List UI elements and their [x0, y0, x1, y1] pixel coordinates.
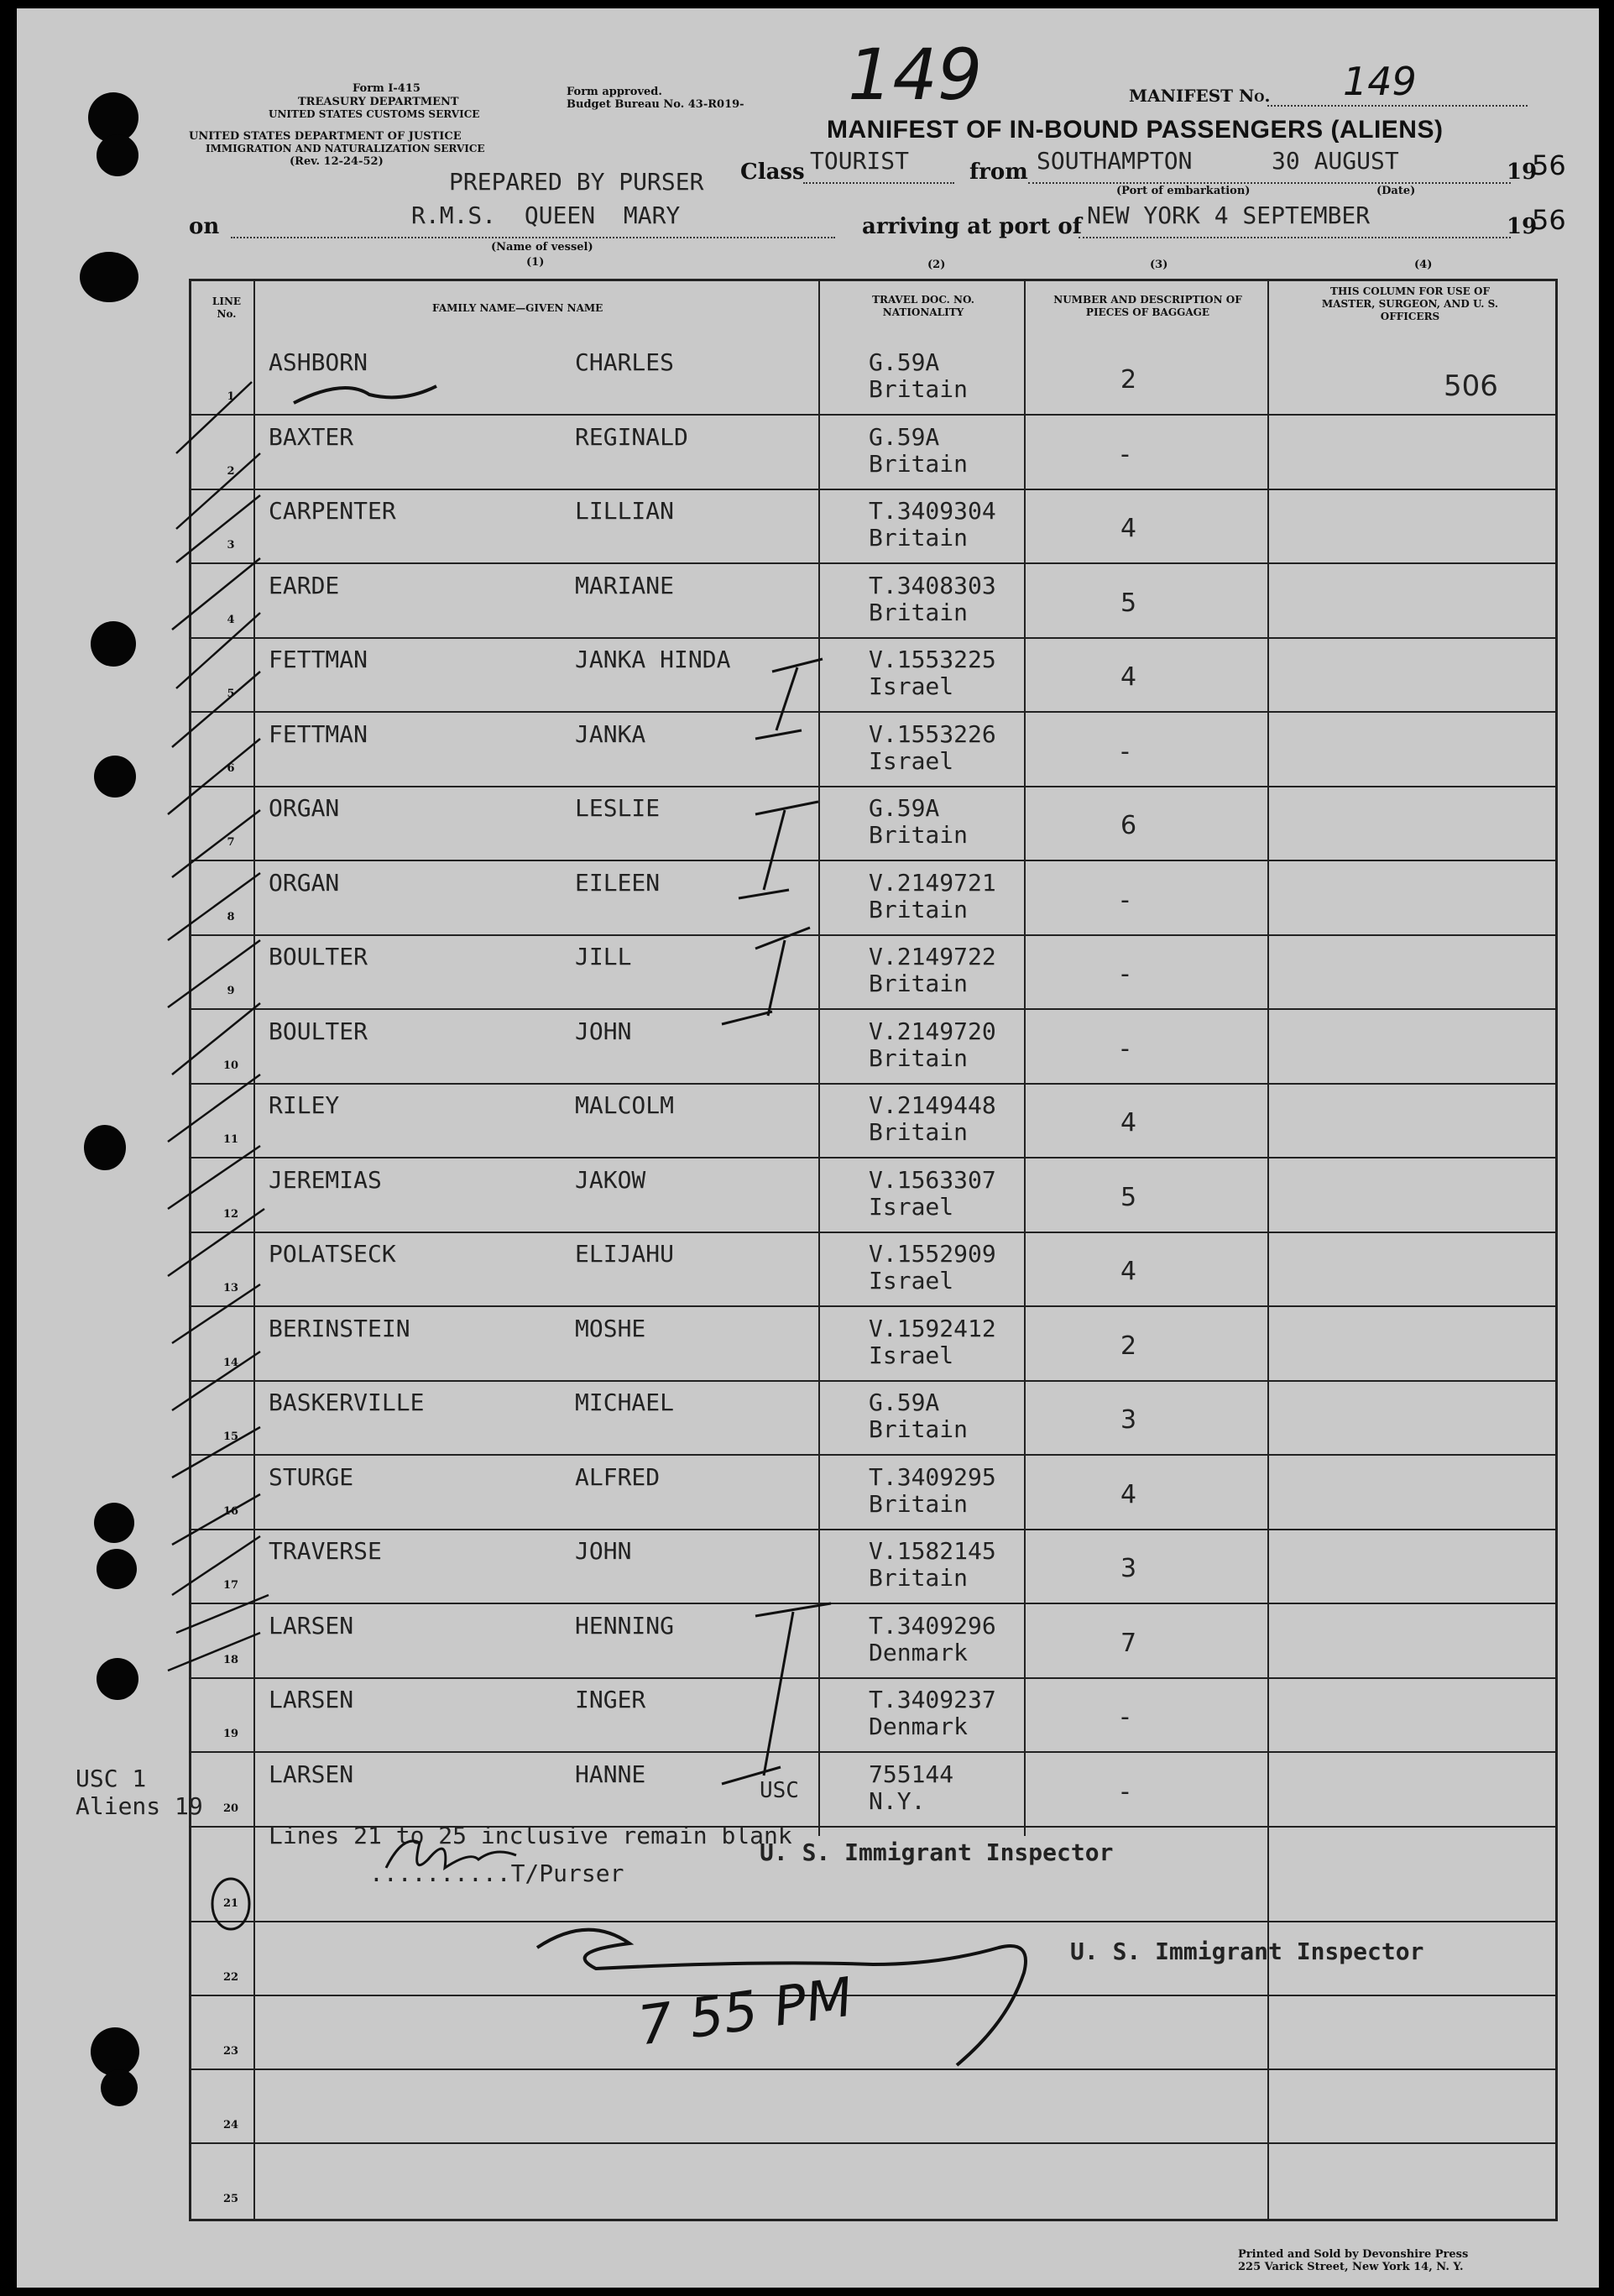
department-line-1: TREASURY DEPARTMENT	[298, 96, 459, 108]
column-number-4: (4)	[1414, 259, 1433, 271]
travel-doc-no: T.3408303	[869, 571, 996, 599]
given-name: MICHAEL	[575, 1389, 675, 1416]
form-approved: Form approved.	[567, 86, 662, 98]
travel-doc-no: 755144	[869, 1760, 954, 1788]
travel-doc-no: V.1552909	[869, 1240, 996, 1268]
baggage-count: 6	[1120, 811, 1137, 840]
line-number: 21	[222, 1897, 239, 1910]
prepared-by: PREPARED BY PURSER	[449, 168, 704, 196]
year-suffix-1: 56	[1532, 149, 1566, 181]
line-number: 5	[227, 688, 235, 700]
handwritten-marks	[17, 8, 1599, 2288]
nationality: Israel	[869, 746, 954, 775]
line-number: 10	[222, 1059, 239, 1072]
travel-doc-no: T.3409304	[869, 497, 996, 525]
given-name: REGINALD	[575, 422, 688, 451]
baggage-count: 4	[1120, 1108, 1137, 1138]
given-name: JILL	[575, 943, 632, 970]
family-name: BASKERVILLE	[269, 1389, 425, 1416]
form-number: Form I-415	[353, 82, 420, 95]
line-number: 14	[222, 1356, 239, 1369]
baggage-count: -	[1120, 1776, 1130, 1807]
family-name: ORGAN	[269, 868, 340, 897]
nationality: Britain	[869, 821, 969, 849]
baggage-count: -	[1120, 1702, 1130, 1732]
family-name: LARSEN	[269, 1611, 354, 1640]
form-revision: (Rev. 12-24-52)	[290, 155, 384, 168]
check-marks	[168, 382, 269, 1671]
travel-doc-no: V.2149722	[869, 943, 996, 970]
check-mark	[172, 1352, 260, 1410]
family-name: ASHBORN	[269, 348, 368, 376]
check-mark	[168, 739, 260, 814]
family-name: BOULTER	[269, 943, 368, 970]
vessel-name: R.M.S. QUEEN MARY	[411, 201, 681, 229]
baggage-count: 3	[1120, 1405, 1137, 1435]
nationality: Israel	[869, 1267, 954, 1294]
from-label: from	[969, 160, 1028, 185]
given-name: LILLIAN	[575, 497, 675, 525]
check-mark	[168, 940, 260, 1007]
port-of-embarkation: SOUTHAMPTON	[1037, 147, 1193, 175]
nationality: Britain	[869, 449, 969, 478]
check-mark	[172, 1427, 260, 1477]
nationality: Britain	[869, 1564, 969, 1592]
baggage-count: 5	[1120, 588, 1137, 618]
family-name: BERINSTEIN	[269, 1314, 410, 1342]
check-mark	[176, 382, 252, 453]
check-mark	[172, 672, 260, 747]
baggage-count: 3	[1120, 1554, 1137, 1583]
travel-doc-no: G.59A	[869, 422, 940, 451]
check-mark	[172, 1536, 260, 1595]
baggage-count: 7	[1120, 1628, 1137, 1658]
manifest-no-value: 149	[1343, 59, 1417, 104]
usc-inline: USC	[760, 1778, 799, 1803]
department-line-4: IMMIGRATION AND NATURALIZATION SERVICE	[206, 143, 485, 154]
family-name: CARPENTER	[269, 497, 396, 525]
family-name: LARSEN	[269, 1760, 354, 1788]
nationality: Israel	[869, 1192, 954, 1221]
given-name: CHARLES	[575, 348, 675, 376]
arriving-label: arriving at port of	[862, 214, 1082, 239]
travel-doc-no: V.2149448	[869, 1091, 996, 1119]
baggage-count: 5	[1120, 1182, 1137, 1212]
travel-doc-no: V.2149721	[869, 868, 996, 897]
inspection-mark	[739, 802, 818, 898]
given-name: ALFRED	[575, 1462, 661, 1491]
officer-remark: 506	[1444, 369, 1498, 403]
inspection-mark	[755, 659, 823, 739]
given-name: MARIANE	[575, 571, 675, 599]
family-name: POLATSECK	[269, 1240, 396, 1268]
manifest-title: MANIFEST OF IN-BOUND PASSENGERS (ALIENS)	[827, 116, 1444, 144]
line-number: 2	[227, 464, 235, 478]
travel-doc-no: V.2149720	[869, 1017, 996, 1045]
column-number-3: (3)	[1150, 259, 1168, 271]
travel-doc-no: G.59A	[869, 348, 940, 376]
line-number: 24	[222, 2119, 239, 2131]
line-number: 7	[227, 836, 235, 849]
handwritten-number: 149	[848, 34, 983, 116]
travel-doc-no: G.59A	[869, 794, 940, 822]
header-travel-doc: TRAVEL DOC. NO. NATIONALITY	[872, 294, 974, 318]
year-prefix-2: 19	[1507, 214, 1538, 239]
check-mark	[176, 1595, 269, 1633]
nationality: Denmark	[869, 1638, 969, 1666]
line-number: 4	[227, 613, 235, 626]
nationality: Britain	[869, 970, 969, 997]
given-name: HENNING	[575, 1611, 675, 1640]
check-mark	[168, 873, 260, 940]
line-21-circle	[212, 1879, 249, 1929]
line-number: 22	[222, 1971, 239, 1984]
line-number: 15	[222, 1430, 239, 1443]
purser-title: T/Purser	[510, 1859, 624, 1887]
on-label: on	[189, 214, 220, 239]
line-number: 25	[222, 2193, 239, 2205]
line-number: 12	[222, 1207, 239, 1221]
purser-signature	[386, 1841, 516, 1868]
nationality: Britain	[869, 1415, 969, 1443]
nationality: Britain	[869, 524, 969, 552]
line-number: 13	[222, 1282, 239, 1294]
inspection-marks	[722, 659, 831, 1784]
family-name: FETTMAN	[269, 646, 368, 673]
inspector-stamp-2: U. S. Immigrant Inspector	[1070, 1938, 1424, 1965]
given-name: JOHN	[575, 1017, 632, 1045]
family-name: TRAVERSE	[269, 1537, 382, 1565]
family-name: FETTMAN	[269, 719, 368, 748]
nationality: Britain	[869, 598, 969, 626]
family-name: JEREMIAS	[269, 1165, 382, 1194]
travel-doc-no: T.3409296	[869, 1611, 996, 1640]
nationality: N.Y.	[869, 1786, 926, 1815]
family-name: STURGE	[269, 1462, 354, 1491]
check-mark	[172, 1284, 260, 1343]
printer-line-2: 225 Varick Street, New York 14, N. Y.	[1238, 2261, 1464, 2273]
line-number: 3	[227, 539, 235, 552]
given-name: HANNE	[575, 1760, 646, 1788]
department-line-2: UNITED STATES CUSTOMS SERVICE	[269, 108, 480, 120]
class-value: TOURIST	[810, 147, 910, 175]
check-mark	[172, 1003, 260, 1075]
given-name: JAKOW	[575, 1165, 646, 1194]
family-name: LARSEN	[269, 1686, 354, 1713]
line-number: 18	[222, 1653, 239, 1666]
check-mark	[172, 810, 260, 877]
line-number: 20	[222, 1802, 239, 1815]
travel-doc-no: V.1553225	[869, 646, 996, 673]
line-number: 9	[227, 985, 235, 997]
given-name: MALCOLM	[575, 1091, 675, 1119]
date-caption: (Date)	[1376, 185, 1416, 197]
check-mark	[168, 1146, 260, 1209]
family-name: RILEY	[269, 1091, 340, 1119]
travel-doc-no: V.1582145	[869, 1537, 996, 1565]
inspector-stamp-1: U. S. Immigrant Inspector	[760, 1838, 1114, 1866]
vessel-column-number: (1)	[526, 256, 545, 269]
manifest-no-label: MANIFEST No.	[1129, 86, 1271, 106]
struck-text	[294, 386, 436, 403]
header-name: FAMILY NAME—GIVEN NAME	[432, 302, 603, 314]
usc-count: USC 1	[76, 1765, 147, 1792]
baggage-count: 2	[1120, 1331, 1137, 1361]
baggage-count: -	[1120, 736, 1130, 766]
check-mark	[176, 453, 260, 529]
inspection-mark	[722, 928, 810, 1024]
nationality: Britain	[869, 1118, 969, 1146]
header-baggage: NUMBER AND DESCRIPTION OF PIECES OF BAGGAGE	[1053, 294, 1242, 318]
baggage-count: -	[1120, 1033, 1130, 1064]
given-name: LESLIE	[575, 794, 661, 822]
given-name: MOSHE	[575, 1314, 646, 1342]
inspection-mark	[722, 1603, 831, 1784]
manifest-page	[17, 8, 1599, 2288]
nationality: Britain	[869, 1043, 969, 1072]
family-name: EARDE	[269, 571, 340, 599]
nationality: Israel	[869, 1341, 954, 1369]
given-name: JANKA HINDA	[575, 646, 731, 673]
header-line-no: LINE No.	[212, 295, 242, 320]
line-number: 23	[222, 2045, 239, 2058]
purser-signature-line: ..........T/Purser	[369, 1859, 624, 1887]
baggage-count: -	[1120, 885, 1130, 915]
check-mark	[168, 1633, 260, 1671]
aliens-count: Aliens 19	[76, 1792, 203, 1820]
given-name: EILEEN	[575, 868, 661, 897]
baggage-count: 4	[1120, 662, 1137, 692]
family-name: ORGAN	[269, 794, 340, 822]
department-line-3: UNITED STATES DEPARTMENT OF JUSTICE	[189, 130, 462, 143]
travel-doc-no: T.3409295	[869, 1462, 996, 1491]
baggage-count: 4	[1120, 1479, 1137, 1509]
baggage-count: 2	[1120, 365, 1137, 395]
check-mark	[176, 613, 260, 688]
given-name: JOHN	[575, 1537, 632, 1565]
line-number: 8	[227, 910, 235, 923]
baggage-count: -	[1120, 439, 1130, 469]
given-name: INGER	[575, 1686, 646, 1713]
printer-line-1: Printed and Sold by Devonshire Press	[1238, 2248, 1469, 2261]
given-name: ELIJAHU	[575, 1240, 675, 1268]
column-number-2: (2)	[927, 259, 946, 271]
check-mark	[176, 495, 260, 562]
nationality: Denmark	[869, 1713, 969, 1740]
year-prefix-1: 19	[1507, 160, 1538, 185]
class-label: Class	[740, 160, 805, 185]
check-mark	[172, 1494, 260, 1545]
budget-bureau: Budget Bureau No. 43-R019-	[567, 98, 744, 111]
blank-lines-note: Lines 21 to 25 inclusive remain blank	[269, 1822, 792, 1849]
given-name: JANKA	[575, 719, 646, 748]
line-number: 17	[222, 1579, 239, 1592]
family-name: BAXTER	[269, 422, 354, 451]
line-number: 16	[222, 1504, 239, 1518]
travel-doc-no: T.3409237	[869, 1686, 996, 1713]
baggage-count: 4	[1120, 1257, 1137, 1286]
line-number: 6	[227, 761, 235, 775]
year-suffix-2: 56	[1532, 204, 1566, 236]
line-number: 19	[222, 1728, 239, 1740]
check-mark	[168, 1075, 260, 1142]
baggage-count: -	[1120, 960, 1130, 989]
line-number: 11	[222, 1133, 239, 1146]
port-caption: (Port of embarkation)	[1116, 185, 1251, 197]
family-name: BOULTER	[269, 1017, 368, 1045]
handwritten-time: 7 55 PM	[635, 1966, 857, 2058]
arrival-port-date: NEW YORK 4 SEPTEMBER	[1087, 201, 1371, 229]
nationality: Britain	[869, 1489, 969, 1518]
travel-doc-no: V.1563307	[869, 1165, 996, 1194]
nationality: Britain	[869, 375, 969, 403]
travel-doc-no: V.1592412	[869, 1314, 996, 1342]
nationality: Israel	[869, 672, 954, 700]
vessel-caption: (Name of vessel)	[491, 241, 593, 254]
travel-doc-no: G.59A	[869, 1389, 940, 1416]
baggage-count: 4	[1120, 514, 1137, 543]
travel-doc-no: V.1553226	[869, 719, 996, 748]
line-number: 1	[227, 390, 235, 403]
nationality: Britain	[869, 895, 969, 923]
check-mark	[168, 1209, 264, 1276]
embarkation-date: 30 AUGUST	[1272, 147, 1399, 175]
header-officers: THIS COLUMN FOR USE OF MASTER, SURGEON, AND U. S. OFFICERS	[1321, 285, 1499, 322]
check-mark	[172, 558, 260, 630]
